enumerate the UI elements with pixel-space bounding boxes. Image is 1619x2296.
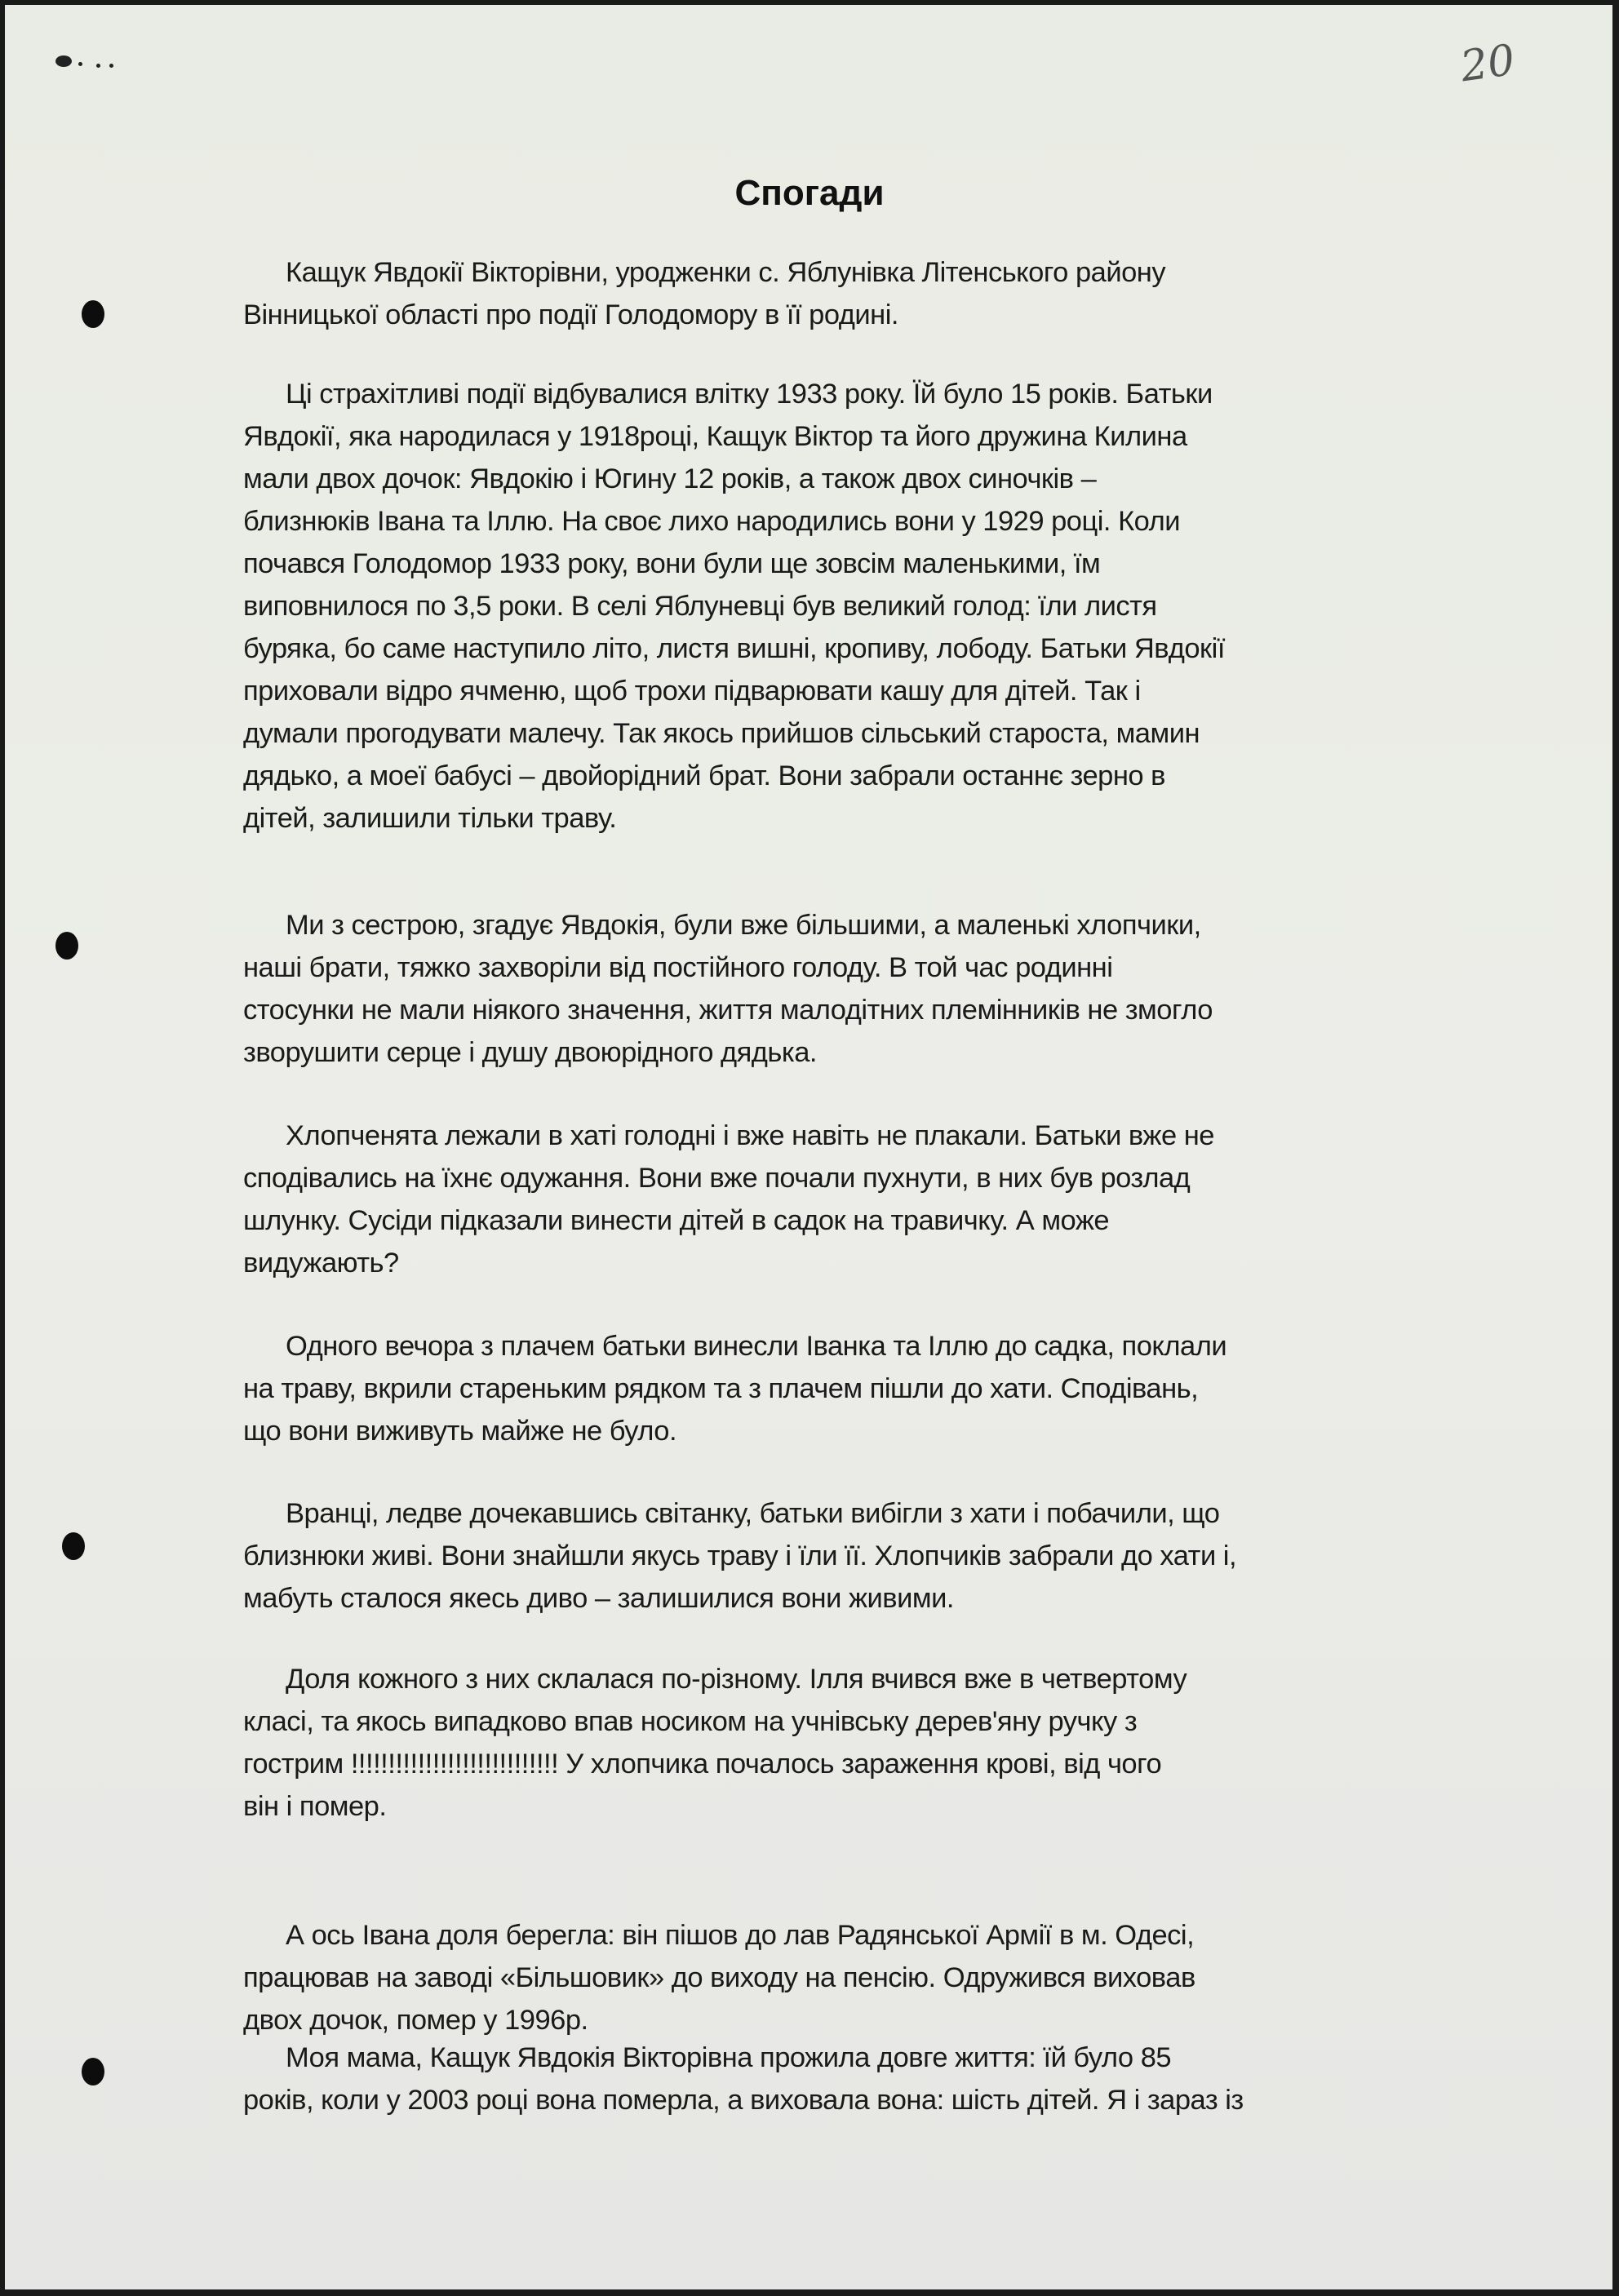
text-line: наші брати, тяжко захворіли від постійного голоду. В той час родинні bbox=[243, 952, 1113, 983]
text-line: Моя мама, Кащук Явдокія Вікторівна прожила довге життя: їй було 85 bbox=[286, 2042, 1172, 2073]
ink-speck bbox=[109, 64, 113, 68]
text-line: що вони виживуть майже не було. bbox=[243, 1416, 677, 1447]
text-line: на траву, вкрили стареньким рядком та з плачем пішли до хати. Сподівань, bbox=[243, 1373, 1199, 1404]
text-line: Доля кожного з них склалася по-різному. Ілля вчився вже в четвертому bbox=[286, 1664, 1187, 1695]
page-number: 20 bbox=[1457, 35, 1519, 92]
text-line: виповнилося по 3,5 роки. В селі Яблуневці був великий голод: їли листя bbox=[243, 591, 1157, 622]
ink-speck bbox=[78, 62, 82, 66]
text-line: Вінницької області про події Голодомору в її родині. bbox=[243, 299, 898, 330]
document-title: Спогади bbox=[734, 173, 885, 213]
text-line: дядько, а моеї бабусі – двойорідний брат. Вони забрали останнє зерно в bbox=[243, 760, 1166, 791]
paragraph bbox=[243, 1492, 1516, 1620]
text-line: приховали відро ячменю, щоб трохи підварювати кашу для дітей. Так і bbox=[243, 676, 1141, 707]
paragraph bbox=[243, 373, 1516, 840]
text-line: думали прогодувати малечу. Так якось прийшов сільський староста, мамин bbox=[243, 718, 1200, 749]
text-line: видужають? bbox=[243, 1248, 399, 1279]
text-line: Ці страхітливі події відбувалися влітку 1933 року. Їй було 15 років. Батьки bbox=[286, 379, 1213, 410]
text-line: років, коли у 2003 році вона померла, а виховала вона: шість дітей. Я і зараз із bbox=[243, 2085, 1244, 2116]
punch-hole bbox=[62, 1532, 85, 1560]
text-line: гострим !!!!!!!!!!!!!!!!!!!!!!!!!!!! У хлопчика почалось зараження крові, від чого bbox=[243, 1749, 1162, 1780]
paragraph bbox=[243, 1115, 1516, 1284]
text-line: стосунки не мали ніякого значення, життя малодітних племінників не змогло bbox=[243, 995, 1213, 1026]
text-line: мабуть сталося якесь диво – залишилися вони живими. bbox=[243, 1583, 954, 1614]
text-line: сподівались на їхнє одужання. Вони вже почали пухнути, в них був розлад bbox=[243, 1163, 1191, 1194]
text-line: шлунку. Сусіди підказали винести дітей в садок на травичку. А може bbox=[243, 1205, 1110, 1236]
text-line: Кащук Явдокії Вікторівни, уродженки с. Яблунівка Літенського району bbox=[286, 257, 1166, 288]
paragraph bbox=[243, 1658, 1516, 1828]
text-line: Вранці, ледве дочекавшись світанку, батьки вибігли з хати і побачили, що bbox=[286, 1498, 1220, 1529]
text-line: він і помер. bbox=[243, 1791, 387, 1822]
text-line: класі, та якось випадково впав носиком на учнівську дерев'яну ручку з bbox=[243, 1706, 1138, 1737]
paragraph bbox=[243, 1914, 1516, 2041]
paragraph bbox=[243, 904, 1516, 1074]
text-line: буряка, бо саме наступило літо, листя вишні, кропиву, лободу. Батьки Явдокії bbox=[243, 633, 1225, 664]
paragraph bbox=[243, 1325, 1516, 1452]
text-line: почався Голодомор 1933 року, вони були ще зовсім маленькими, їм bbox=[243, 548, 1101, 579]
text-line: близнюків Івана та Іллю. На своє лихо народились вони у 1929 році. Коли bbox=[243, 506, 1181, 537]
ink-speck bbox=[55, 55, 72, 67]
text-line: працював на заводі «Більшовик» до виходу на пенсію. Одружився виховав bbox=[243, 1962, 1195, 1993]
text-line: Ми з сестрою, згадує Явдокія, були вже більшими, а маленькі хлопчики, bbox=[286, 910, 1201, 941]
text-line: дітей, залишили тільки траву. bbox=[243, 803, 617, 834]
text-line: двох дочок, помер у 1996р. bbox=[243, 2005, 588, 2036]
text-line: Хлопченята лежали в хаті голодні і вже навіть не плакали. Батьки вже не bbox=[286, 1120, 1214, 1151]
text-line: зворушити серце і душу двоюрідного дядька. bbox=[243, 1037, 818, 1068]
text-line: А ось Івана доля берегла: він пішов до лав Радянської Армії в м. Одесі, bbox=[286, 1920, 1195, 1951]
paragraph bbox=[243, 2037, 1516, 2121]
text-line: Одного вечора з плачем батьки винесли Іванка та Іллю до садка, поклали bbox=[286, 1331, 1227, 1362]
text-line: Явдокії, яка народилася у 1918році, Кащук Віктор та його дружина Килина bbox=[243, 421, 1187, 452]
punch-hole bbox=[55, 932, 78, 960]
text-line: мали двох дочок: Явдокію і Югину 12 років, а також двох синочків – bbox=[243, 463, 1097, 494]
ink-speck bbox=[96, 64, 100, 68]
punch-hole bbox=[82, 300, 104, 328]
text-line: близнюки живі. Вони знайшли якусь траву і їли її. Хлопчиків забрали до хати і, bbox=[243, 1540, 1237, 1571]
paragraph bbox=[243, 251, 1516, 336]
punch-hole bbox=[82, 2058, 104, 2085]
